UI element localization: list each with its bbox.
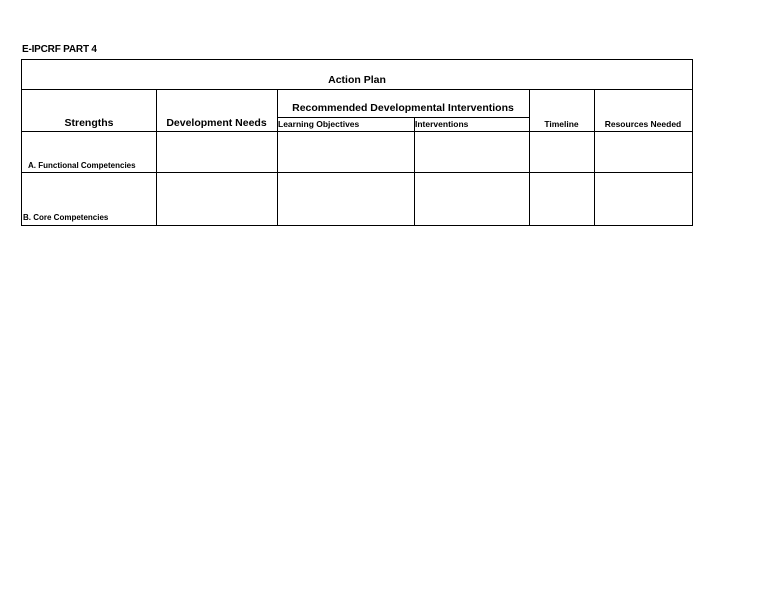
header-development-needs: Development Needs [166, 117, 267, 129]
document-title: E-IPCRF PART 4 [22, 44, 97, 55]
header-strengths: Strengths [64, 117, 114, 129]
col-divider-3 [414, 117, 415, 225]
row-divider [22, 172, 692, 173]
table-caption: Action Plan [328, 74, 386, 86]
caption-divider [22, 89, 692, 90]
col-divider-4 [529, 89, 530, 225]
header-interventions: Interventions [415, 119, 469, 129]
header-learning-objectives: Learning Objectives [278, 119, 360, 129]
action-plan-table [21, 59, 693, 226]
row-label-functional-competencies: A. Functional Competencies [28, 161, 136, 170]
row-label-core-competencies: B. Core Competencies [23, 213, 109, 222]
col-divider-5 [594, 89, 595, 225]
header-recommended-interventions: Recommended Developmental Interventions [292, 102, 514, 114]
group-header-underline [277, 117, 529, 118]
col-divider-1 [156, 89, 157, 225]
header-resources-needed: Resources Needed [604, 119, 682, 129]
header-timeline: Timeline [544, 119, 579, 129]
header-divider [22, 131, 692, 132]
